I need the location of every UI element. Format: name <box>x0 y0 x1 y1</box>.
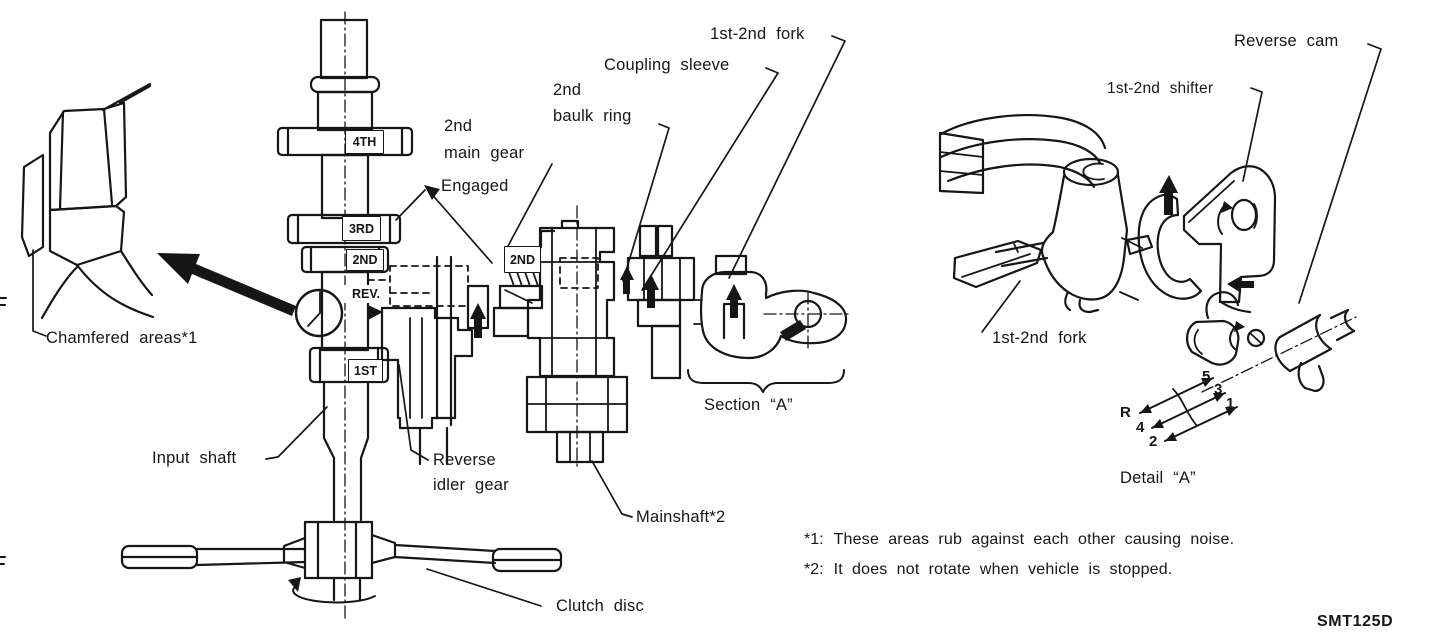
label-section-a: Section “A” <box>704 396 793 414</box>
footnote-2 <box>804 561 1173 579</box>
label-reverse-idler-line2: idler gear <box>433 476 509 494</box>
shift-pattern-3: 3 <box>1214 381 1223 398</box>
footnote-1-text: These areas rub against each other causing noise. <box>833 531 1235 548</box>
scan-artifacts <box>0 298 6 564</box>
gear-position-2nd: 2ND <box>347 250 383 270</box>
gear-position-4th: 4TH <box>346 131 383 153</box>
label-reverse-idler-line1: Reverse <box>433 451 496 469</box>
shift-pattern-5: 5 <box>1202 368 1211 385</box>
label-engaged: Engaged <box>441 177 509 195</box>
label-input-shaft: Input shaft <box>152 449 237 467</box>
section-a-fork-drawing <box>688 256 852 392</box>
label-2nd-baulk-ring-line1: 2nd <box>553 81 582 99</box>
gear-position-1st: 1ST <box>349 360 382 381</box>
footnote-1 <box>804 531 1234 549</box>
shifter-3d-drawing <box>1120 166 1275 312</box>
shift-pattern-drawing <box>1140 378 1237 441</box>
label-chamfered-areas: Chamfered areas*1 <box>46 329 198 347</box>
label-2nd-main-gear-line1: 2nd <box>444 117 473 135</box>
figure-code: SMT125D <box>1317 613 1394 630</box>
label-1st-2nd-shifter: 1st-2nd shifter <box>1107 80 1214 97</box>
reverse-cam-drawing <box>1187 292 1356 392</box>
label-detail-a: Detail “A” <box>1120 469 1196 487</box>
footnote-1-ref: *1: <box>804 531 824 548</box>
shift-pattern-2: 2 <box>1149 433 1158 450</box>
label-2nd-main-gear-line2: main gear <box>444 144 525 162</box>
label-1st-2nd-fork-top: 1st-2nd fork <box>710 25 805 43</box>
shift-pattern-4: 4 <box>1136 419 1145 436</box>
label-1st-2nd-fork-right: 1st-2nd fork <box>992 329 1087 347</box>
chamfer-detail-drawing <box>22 84 153 318</box>
shift-pattern-r: R <box>1120 404 1131 421</box>
footnote-2-ref: *2: <box>804 561 824 578</box>
footnote-2-text: It does not rotate when vehicle is stopped. <box>833 561 1173 578</box>
label-clutch-disc: Clutch disc <box>556 597 644 615</box>
gear-position-3rd: 3RD <box>343 217 380 240</box>
label-2nd-baulk-ring-line2: baulk ring <box>553 107 632 125</box>
pointer-arrow <box>157 253 296 316</box>
label-reverse-cam: Reverse cam <box>1234 32 1339 50</box>
gear-section-2nd-tag: 2ND <box>505 247 540 272</box>
gear-position-rev: REV. <box>343 285 389 303</box>
fork-3d-drawing <box>940 115 1152 312</box>
shift-pattern-1: 1 <box>1226 395 1235 412</box>
label-coupling-sleeve: Coupling sleeve <box>604 56 730 74</box>
label-mainshaft: Mainshaft*2 <box>636 508 726 526</box>
